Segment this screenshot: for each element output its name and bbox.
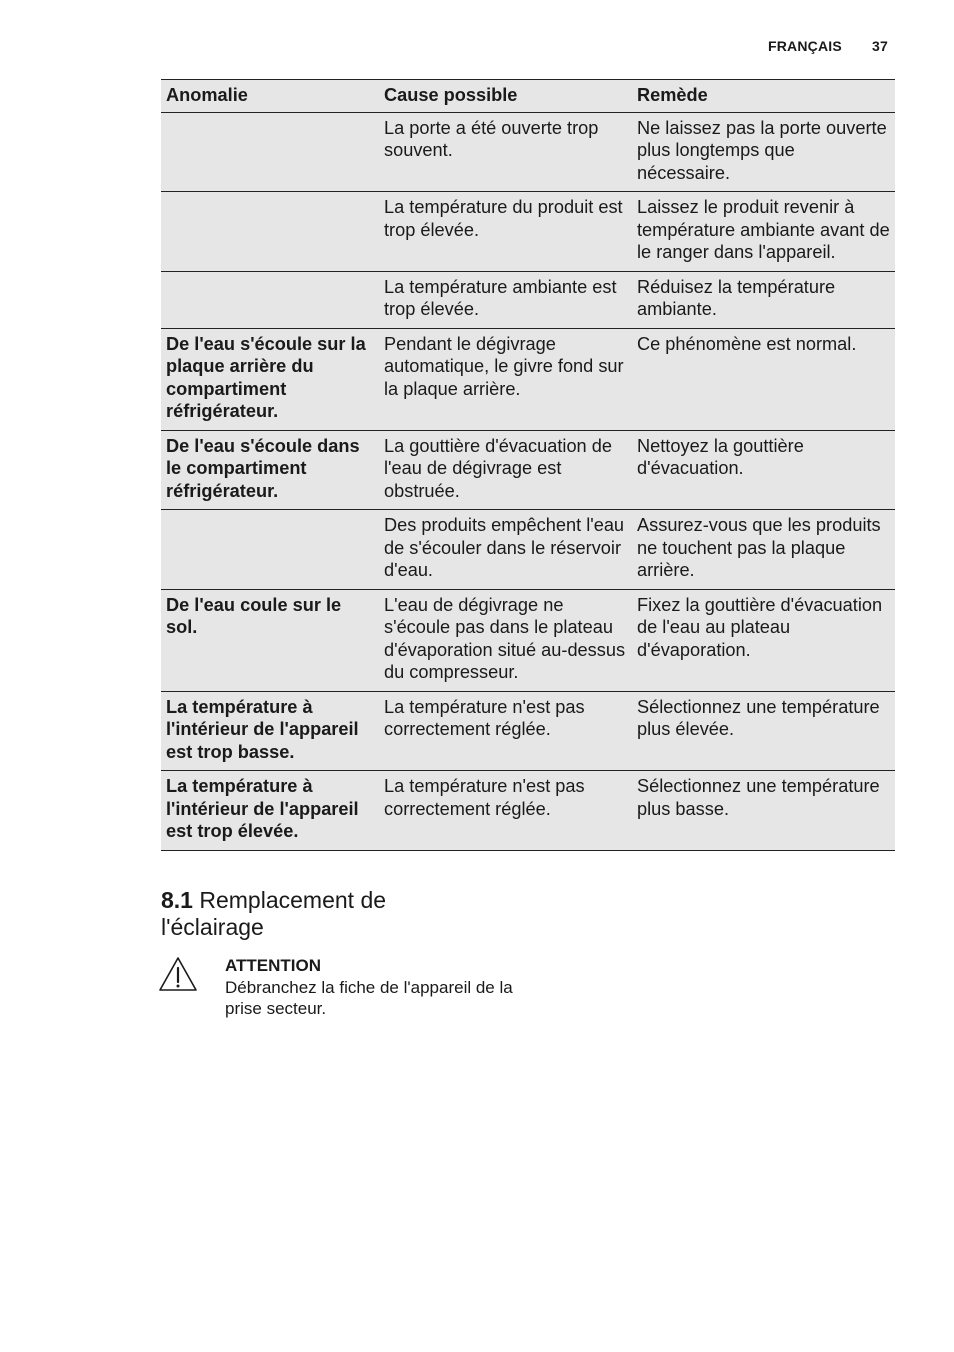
remedy-cell: Sélectionnez une température plus basse. xyxy=(632,771,895,851)
remedy-cell: Ne laissez pas la porte ouverte plus longtemps que nécessaire. xyxy=(632,112,895,192)
warning-box xyxy=(225,955,525,1020)
cause-cell: La température du produit est trop élevée. xyxy=(379,192,632,272)
remedy-cell: Ce phénomène est normal. xyxy=(632,328,895,430)
remedy-cell: Laissez le produit revenir à température ambiante avant de le ranger dans l'appareil. xyxy=(632,192,895,272)
table-row xyxy=(161,430,895,510)
cause-cell: La température n'est pas correctement réglée. xyxy=(379,691,632,771)
anomaly-cell: La température à l'intérieur de l'appareil est trop élevée. xyxy=(161,771,379,851)
section-number: 8.1 xyxy=(161,887,193,913)
anomaly-cell xyxy=(161,510,379,590)
anomaly-cell: De l'eau s'écoule sur la plaque arrière du compartiment réfrigérateur. xyxy=(161,328,379,430)
remedy-cell: Fixez la gouttière d'évacuation de l'eau au plateau d'évaporation. xyxy=(632,589,895,691)
warning-title: ATTENTION xyxy=(225,956,322,975)
page-number: 37 xyxy=(872,38,888,54)
table-row xyxy=(161,691,895,771)
page-header xyxy=(768,38,888,54)
remedy-cell: Nettoyez la gouttière d'évacuation. xyxy=(632,430,895,510)
anomaly-cell: De l'eau s'écoule dans le compartiment réfrigérateur. xyxy=(161,430,379,510)
table-row xyxy=(161,112,895,192)
cause-cell: La gouttière d'évacuation de l'eau de dégivrage est obstruée. xyxy=(379,430,632,510)
troubleshooting-table xyxy=(161,79,895,851)
remedy-cell: Sélectionnez une température plus élevée. xyxy=(632,691,895,771)
table-header-row xyxy=(161,80,895,113)
table-row xyxy=(161,510,895,590)
table-row xyxy=(161,271,895,328)
anomaly-cell xyxy=(161,192,379,272)
header-language: FRANÇAIS xyxy=(767,38,842,54)
cause-cell: La température n'est pas correctement réglée. xyxy=(379,771,632,851)
column-header-cause: Cause possible xyxy=(379,80,632,113)
warning-triangle-icon xyxy=(158,956,198,992)
remedy-cell: Assurez-vous que les produits ne touchent pas la plaque arrière. xyxy=(632,510,895,590)
anomaly-cell xyxy=(161,271,379,328)
column-header-anomaly: Anomalie xyxy=(161,80,379,113)
warning-text: Débranchez la fiche de l'appareil de la prise secteur. xyxy=(225,977,513,1018)
remedy-cell: Réduisez la température ambiante. xyxy=(632,271,895,328)
table-row xyxy=(161,328,895,430)
table-row xyxy=(161,771,895,851)
cause-cell: La porte a été ouverte trop souvent. xyxy=(379,112,632,192)
anomaly-cell xyxy=(161,112,379,192)
table-row xyxy=(161,192,895,272)
table-row xyxy=(161,589,895,691)
anomaly-cell: La température à l'intérieur de l'appareil est trop basse. xyxy=(161,691,379,771)
column-header-remedy: Remède xyxy=(632,80,895,113)
cause-cell: L'eau de dégivrage ne s'écoule pas dans le plateau d'évaporation situé au-dessus du compresseur. xyxy=(379,589,632,691)
cause-cell: Pendant le dégivrage automatique, le givre fond sur la plaque arrière. xyxy=(379,328,632,430)
section-title: Remplacement de l'éclairage xyxy=(161,887,387,940)
section-heading xyxy=(161,887,461,941)
cause-cell: Des produits empêchent l'eau de s'écouler dans le réservoir d'eau. xyxy=(379,510,632,590)
cause-cell: La température ambiante est trop élevée. xyxy=(379,271,632,328)
anomaly-cell: De l'eau coule sur le sol. xyxy=(161,589,379,691)
